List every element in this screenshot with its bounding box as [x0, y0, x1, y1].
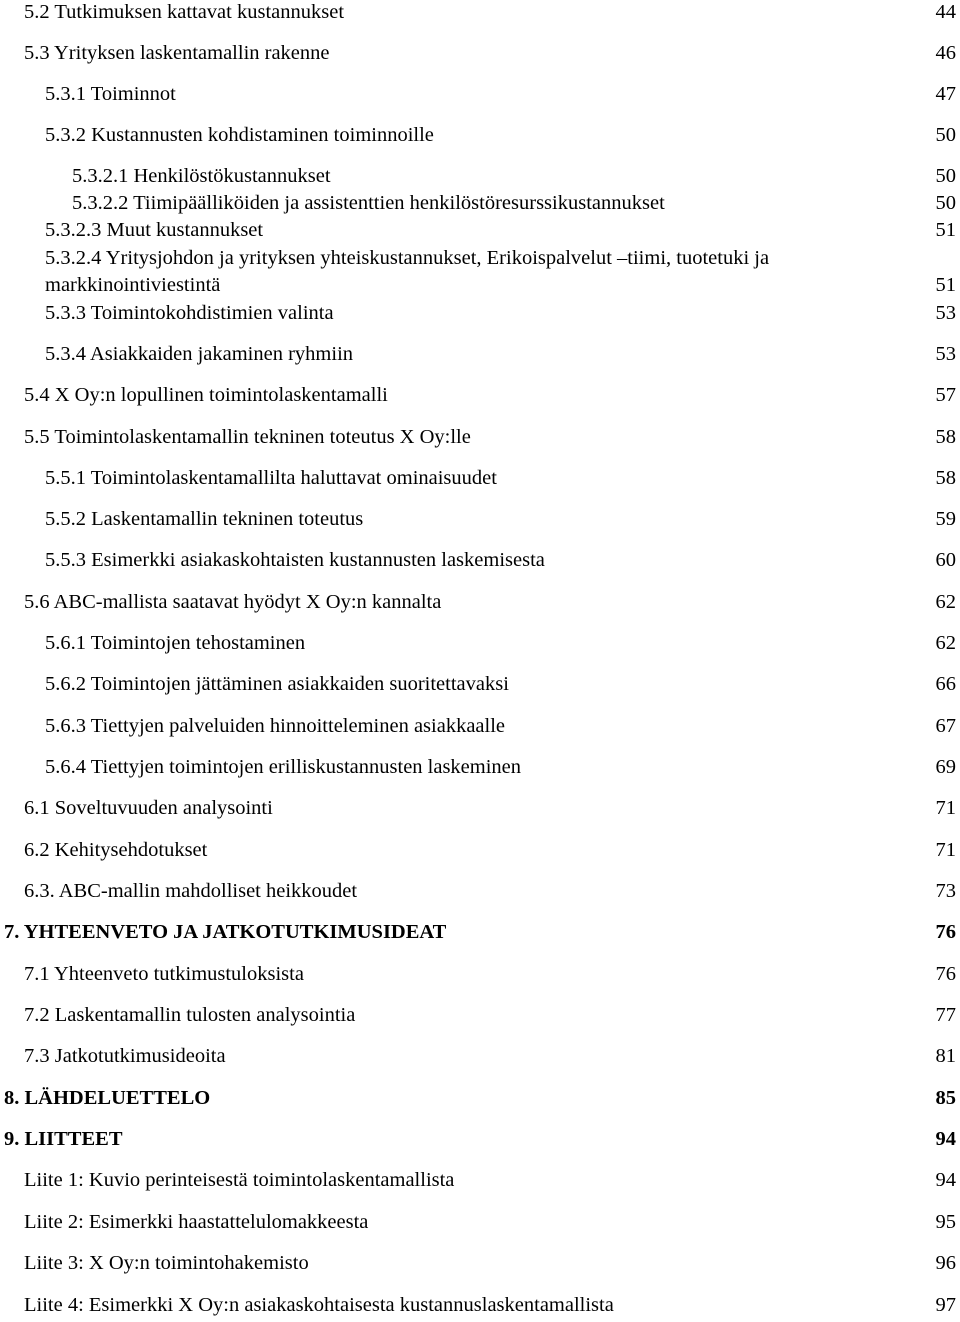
toc-entry-title: 6.1 Soveltuvuuden analysointi [24, 797, 273, 819]
toc-entry-title: 5.6.2 Toimintojen jättäminen asiakkaiden suoritettavaksi [45, 673, 509, 695]
toc-entry-title: Liite 1: Kuvio perinteisestä toimintolaskentamallista [24, 1169, 455, 1191]
toc-entry-title: 7.1 Yhteenveto tutkimustuloksista [24, 963, 304, 985]
toc-entry-page: 66 [935, 673, 956, 695]
toc-chapter-title: 9. LIITTEET [4, 1128, 123, 1150]
toc-entry-title: 5.6.3 Tiettyjen palveluiden hinnoitteleminen asiakkaalle [45, 715, 506, 737]
toc-entry-title: 7.2 Laskentamallin tulosten analysointia [24, 1004, 356, 1026]
toc-entry-page: 62 [935, 591, 956, 613]
toc-entry-page: 51 [935, 274, 956, 296]
toc-entry-title: 6.3. ABC-mallin mahdolliset heikkoudet [24, 880, 358, 902]
toc-entry-page: 60 [935, 549, 956, 571]
toc-entry-page: 58 [935, 467, 956, 489]
toc-entry-title: 6.2 Kehitysehdotukset [24, 839, 208, 861]
toc-entry-page: 51 [935, 219, 956, 241]
toc-entry-title: 5.3.2 Kustannusten kohdistaminen toiminnoille [45, 124, 434, 146]
toc-entry-title: 5.5.3 Esimerkki asiakaskohtaisten kustannusten laskemisesta [45, 549, 545, 571]
toc-entry-title: 5.5.1 Toimintolaskentamallilta haluttavat ominaisuudet [45, 467, 497, 489]
toc-entry-page: 50 [935, 124, 956, 146]
toc-entry-page: 44 [935, 1, 956, 23]
toc-entry-page: 46 [935, 42, 956, 64]
toc-entry-page: 97 [935, 1294, 956, 1316]
toc-entry-title: 5.3.4 Asiakkaiden jakaminen ryhmiin [45, 343, 354, 365]
toc-entry-title: 5.6 ABC-mallista saatavat hyödyt X Oy:n kannalta [24, 591, 442, 613]
toc-entry-page: 76 [935, 963, 956, 985]
toc-entry-title: 5.3.2.2 Tiimipäälliköiden ja assistenttien henkilöstöresurssikustannukset [72, 192, 665, 214]
toc-entry-title: 5.4 X Oy:n lopullinen toimintolaskentamalli [24, 384, 388, 406]
toc-entry-title: Liite 2: Esimerkki haastattelulomakkeesta [24, 1211, 369, 1233]
toc-entry-title: 5.2 Tutkimuksen kattavat kustannukset [24, 1, 345, 23]
toc-entry-title: 5.3.2.1 Henkilöstökustannukset [72, 165, 331, 187]
toc-entry-page: 53 [935, 343, 956, 365]
toc-chapter-title: 8. LÄHDELUETTELO [4, 1087, 211, 1109]
toc-entry-page: 57 [935, 384, 956, 406]
toc-entry-page: 94 [935, 1169, 956, 1191]
toc-entry-page: 77 [935, 1004, 956, 1026]
toc-entry-title: Liite 3: X Oy:n toimintohakemisto [24, 1252, 309, 1274]
toc-entry-title: 5.5 Toimintolaskentamallin tekninen toteutus X Oy:lle [24, 426, 471, 448]
toc-entry-title: 5.6.4 Tiettyjen toimintojen erilliskustannusten laskeminen [45, 756, 522, 778]
toc-entry-page: 50 [935, 192, 956, 214]
toc-entry-page: 71 [935, 839, 956, 861]
toc-entry-title: 5.3.2.4 Yritysjohdon ja yrityksen yhteiskustannukset, Erikoispalvelut –tiimi, tuotetuki ja [45, 247, 770, 269]
toc-entry-page: 59 [935, 508, 956, 530]
toc-entry-page: 67 [935, 715, 956, 737]
toc-entry-title: markkinointiviestintä [45, 274, 221, 296]
toc-entry-page: 47 [935, 83, 956, 105]
toc-entry-page: 81 [935, 1045, 956, 1067]
toc-entry-page: 69 [935, 756, 956, 778]
toc-entry-title: Liite 4: Esimerkki X Oy:n asiakaskohtaisesta kustannuslaskentamallista [24, 1294, 614, 1316]
toc-entry-title: 5.3.2.3 Muut kustannukset [45, 219, 264, 241]
toc-entry-page: 62 [935, 632, 956, 654]
toc-chapter-page: 85 [935, 1087, 956, 1109]
toc-entry-page: 95 [935, 1211, 956, 1233]
toc-chapter-page: 94 [935, 1128, 956, 1150]
toc-entry-title: 5.3.3 Toimintokohdistimien valinta [45, 302, 334, 324]
toc-entry-page: 50 [935, 165, 956, 187]
toc-entry-page: 58 [935, 426, 956, 448]
toc-entry-page: 96 [935, 1252, 956, 1274]
toc-entry-title: 5.6.1 Toimintojen tehostaminen [45, 632, 306, 654]
toc-entry-title: 7.3 Jatkotutkimusideoita [24, 1045, 226, 1067]
toc-entry-title: 5.5.2 Laskentamallin tekninen toteutus [45, 508, 364, 530]
toc-entry-title: 5.3.1 Toiminnot [45, 83, 176, 105]
toc-entry-page: 73 [935, 880, 956, 902]
toc-chapter-title: 7. YHTEENVETO JA JATKOTUTKIMUSIDEAT [4, 921, 447, 943]
toc-chapter-page: 76 [935, 921, 956, 943]
toc-entry-page: 53 [935, 302, 956, 324]
toc-entry-page: 71 [935, 797, 956, 819]
toc-entry-title: 5.3 Yrityksen laskentamallin rakenne [24, 42, 330, 64]
